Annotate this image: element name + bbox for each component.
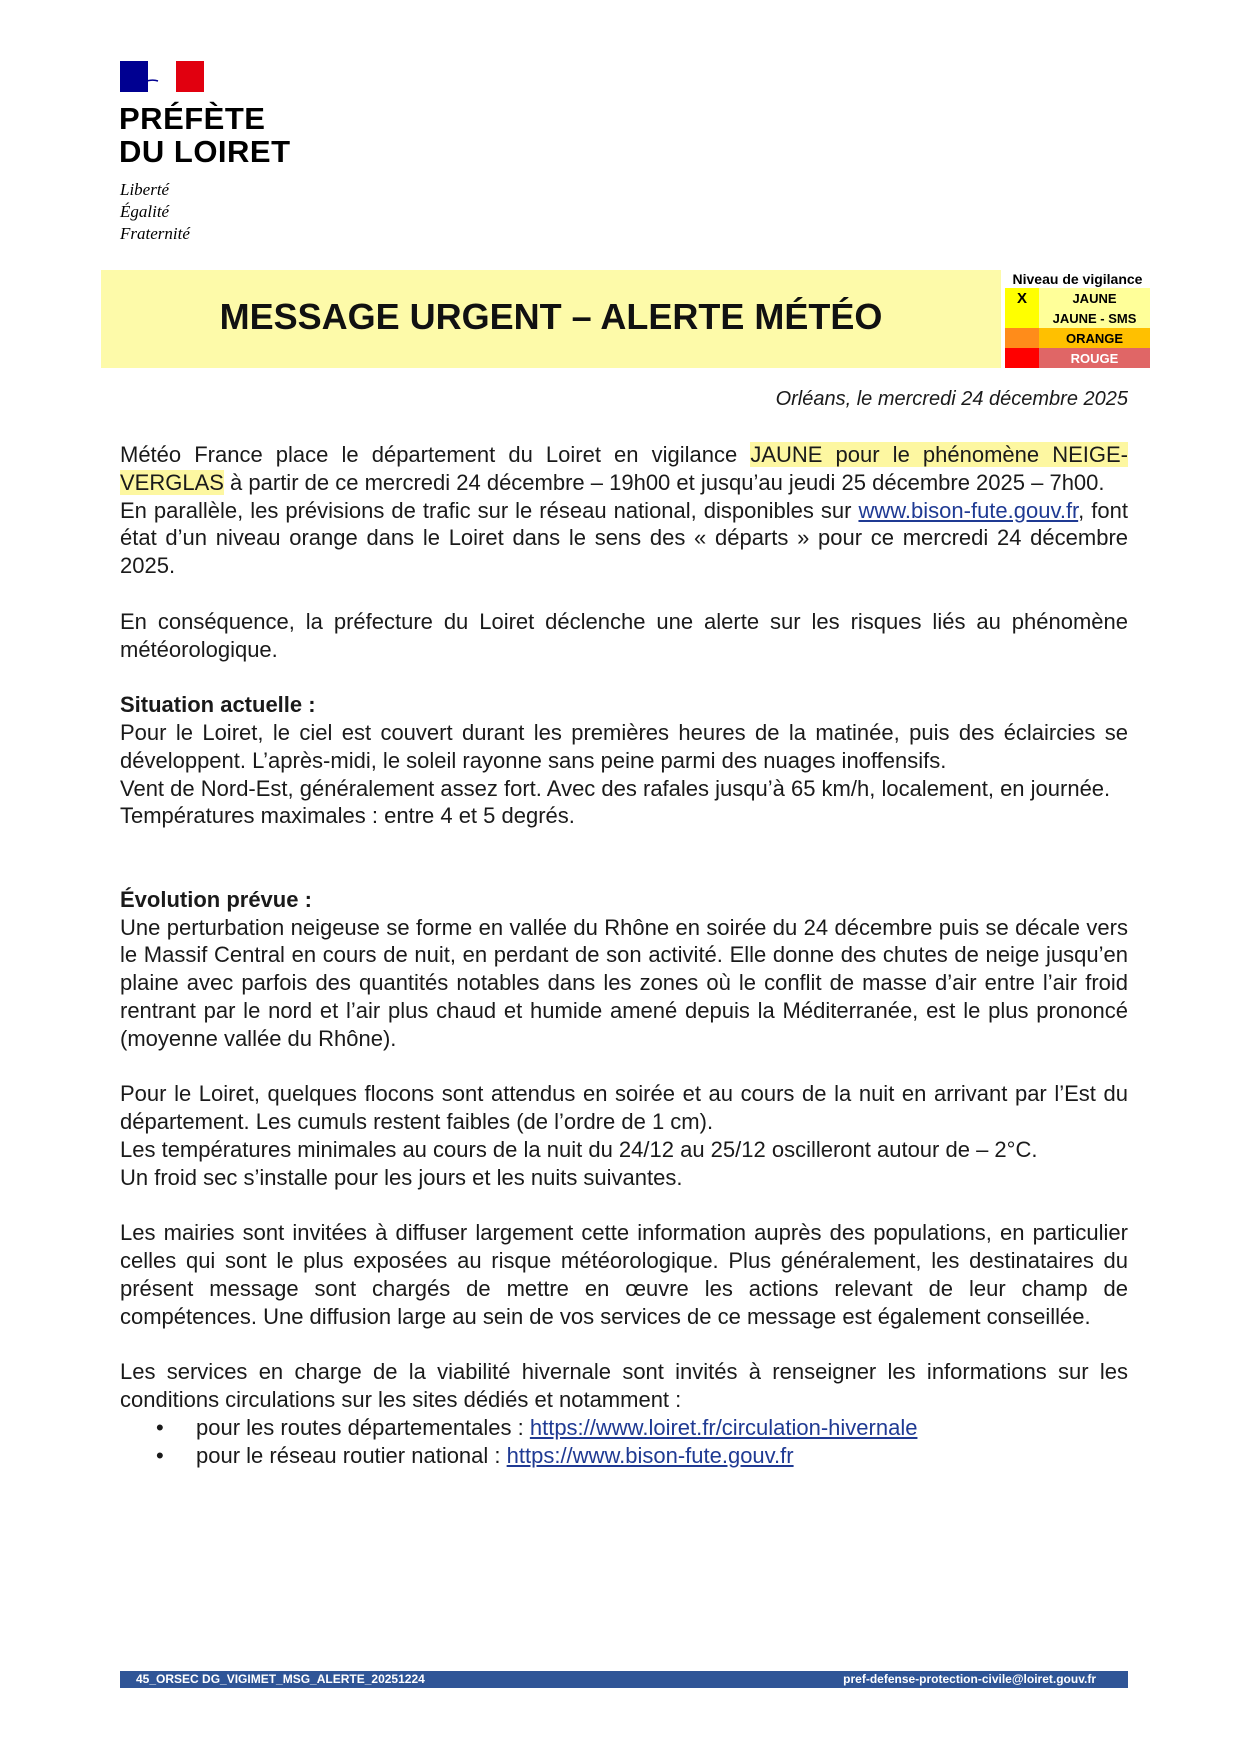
vigilance-level-label: ROUGE: [1039, 348, 1150, 368]
document-reference: 45_ORSEC DG_VIGIMET_MSG_ALERTE_20251224: [136, 1672, 425, 1686]
evolution-heading: Évolution prévue :: [120, 886, 312, 912]
republic-motto: Liberté Égalité Fraternité: [120, 180, 190, 243]
vigilance-level-label: ORANGE: [1039, 328, 1150, 348]
situation-text: Pour le Loiret, le ciel est couvert durant les premières heures de la matinée, puis des éclaircies se développent. L’après-midi, le soleil rayonne sans peine parmi des nuages inoffensifs.: [120, 719, 1128, 773]
vigilance-level-row: [1005, 288, 1150, 308]
vigilance-highlight: JAUNE pour le phénomène NEIGE-VERGLAS: [120, 442, 1128, 495]
contact-email: pref-defense-protection-civile@loiret.gouv.fr: [843, 1672, 1096, 1686]
footer-bar: [120, 1671, 1128, 1688]
vigilance-level-mark: [1005, 348, 1039, 368]
vigilance-level-label: JAUNE: [1039, 288, 1150, 308]
links-list: [120, 1414, 1128, 1470]
alert-paragraph: En conséquence, la préfecture du Loiret déclenche une alerte sur les risques liés au phénomène météorologique.: [120, 608, 1128, 662]
bison-fute-national-link[interactable]: https://www.bison-fute.gouv.fr: [506, 1442, 794, 1468]
vigilance-level-mark: X: [1005, 288, 1039, 308]
message-body: [120, 441, 1128, 1469]
traffic-paragraph: En parallèle, les prévisions de trafic sur le réseau national, disponibles sur www.bison-fute.gouv.fr, font état d’un niveau orange dans le Loiret dans le sens des « départs » pour ce mercredi 24 décembre 2025.: [120, 497, 1128, 579]
situation-heading: Situation actuelle :: [120, 692, 316, 718]
vigilance-legend-title: Niveau de vigilance: [1012, 271, 1143, 287]
intro-paragraph: Météo France place le département du Loiret en vigilance JAUNE pour le phénomène NEIGE-VERGLAS à partir de ce mercredi 24 décembre – 19h00 et jusqu’au jeudi 25 décembre 2025 – 7h00.: [120, 442, 1128, 495]
list-item: • pour les routes départementales : https://www.loiret.fr/circulation-hivernale: [120, 1414, 1128, 1442]
situation-wind: Vent de Nord-Est, généralement assez fort. Avec des rafales jusqu’à 65 km/h, localement, en journée.: [120, 775, 1111, 801]
page-title: MESSAGE URGENT – ALERTE MÉTÉO: [219, 296, 883, 337]
list-item: • pour le réseau routier national : https://www.bison-fute.gouv.fr: [120, 1442, 1128, 1470]
vigilance-level-label: JAUNE - SMS: [1039, 308, 1150, 328]
loiret-circulation-link[interactable]: https://www.loiret.fr/circulation-hivernale: [529, 1414, 918, 1440]
vigilance-level-row: [1005, 308, 1150, 328]
vigilance-level-row: [1005, 328, 1150, 348]
marianne-flag-icon: [120, 61, 204, 92]
evolution-temperatures: Les températures minimales au cours de la nuit du 24/12 au 25/12 oscilleront autour de – 2°C.: [120, 1136, 1038, 1162]
evolution-cold: Un froid sec s’installe pour les jours et les nuits suivantes.: [120, 1164, 683, 1190]
vigilance-level-row: [1005, 348, 1150, 368]
prefecture-name: PRÉFÈTE DU LOIRET: [119, 101, 291, 169]
situation-temperatures: Températures maximales : entre 4 et 5 degrés.: [120, 803, 575, 829]
document-date: Orléans, le mercredi 24 décembre 2025: [775, 388, 1128, 410]
bison-fute-link[interactable]: www.bison-fute.gouv.fr: [858, 497, 1079, 523]
vigilance-legend: [1005, 270, 1150, 368]
services-paragraph: Les services en charge de la viabilité hivernale sont invités à renseigner les informations sur les conditions circulations sur les sites dédiés et notamment :: [120, 1359, 1128, 1413]
evolution-text: Une perturbation neigeuse se forme en vallée du Rhône en soirée du 24 décembre puis se décale vers le Massif Central en cours de nuit, en perdant de son activité. Elle donne des chutes de neige jusqu’en plaine avec parfois des quantités notables dans les zones où le conflit de masse d’air entre l’air froid rentrant par le nord et l’air plus chaud et humide amené depuis la Méditerranée, est le plus prononcé (moyenne vallée du Rhône).: [120, 914, 1128, 1051]
vigilance-level-mark: [1005, 308, 1039, 328]
vigilance-level-mark: [1005, 328, 1039, 348]
mairies-paragraph: Les mairies sont invitées à diffuser largement cette information auprès des populations, en particulier celles qui sont le plus exposées au risque météorologique. Plus généralement, les destinataires du présent message sont chargés de mettre en œuvre les actions relevant de leur champ de compétences. Une diffusion large au sein de vos services de ce message est également conseillée.: [120, 1220, 1128, 1329]
evolution-loiret: Pour le Loiret, quelques flocons sont attendus en soirée et au cours de la nuit en arrivant par l’Est du département. Les cumuls restent faibles (de l’ordre de 1 cm).: [120, 1081, 1128, 1135]
